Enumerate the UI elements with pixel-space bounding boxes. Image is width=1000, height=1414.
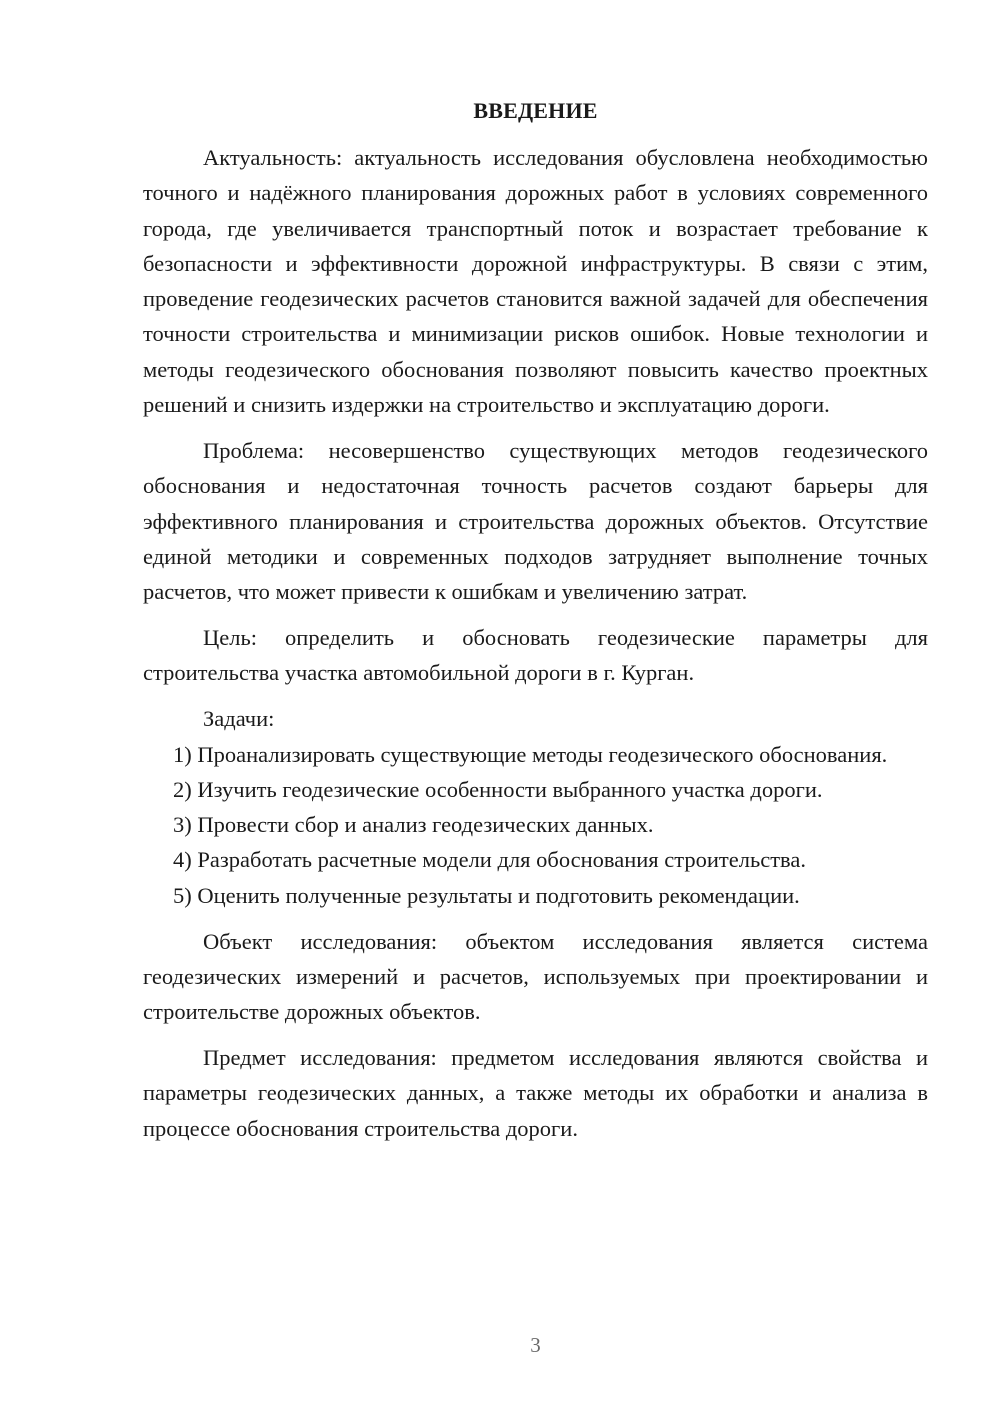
document-page bbox=[143, 0, 928, 1414]
subject-paragraph: Предмет исследования: предметом исследования являются свойства и параметры геодезических данных, а также методы их обработки и анализа в процессе обоснования строительства дороги. bbox=[143, 1045, 928, 1141]
object-paragraph: Объект исследования: объектом исследования является система геодезических измерений и расчетов, используемых при проектировании и строительстве дорожных объектов. bbox=[143, 928, 928, 1025]
tasks-label: Задачи: bbox=[203, 706, 275, 732]
document-body bbox=[143, 140, 928, 1146]
problem-paragraph: Проблема: несовершенство существующих методов геодезического обоснования и недостаточная точность расчетов создают барьеры для эффективного планирования и строительства дорожных объектов. Отсутствие единой методики и современных подходов затрудняет выполнение точных расчетов, что может привести к ошибкам и увеличению затрат. bbox=[143, 437, 928, 605]
task-item: 5) Оценить полученные результаты и подготовить рекомендации. bbox=[173, 882, 800, 908]
task-item: 2) Изучить геодезические особенности выбранного участка дороги. bbox=[173, 776, 823, 802]
section-heading: ВВЕДЕНИЕ bbox=[473, 98, 598, 123]
relevance-paragraph: Актуальность: актуальность исследования обусловлена необходимостью точного и надёжного планирования дорожных работ в условиях современного города, где увеличивается транспортный поток и возрастает требование к безопасности и эффективности дорожной инфраструктуры. В связи с этим, проведение геодезических расчетов становится важной задачей для обеспечения точности строительства и минимизации рисков ошибок. Новые технологии и методы геодезического обоснования позволяют повысить качество проектных решений и снизить издержки на строительство и эксплуатацию дороги. bbox=[143, 145, 928, 418]
task-item: 4) Разработать расчетные модели для обоснования строительства. bbox=[173, 847, 806, 873]
page-number: 3 bbox=[530, 1333, 541, 1357]
task-item: 1) Проанализировать существующие методы геодезического обоснования. bbox=[173, 741, 888, 767]
goal-paragraph: Цель: определить и обосновать геодезические параметры для строительства участка автомобильной дороги в г. Курган. bbox=[143, 625, 928, 686]
task-item: 3) Провести сбор и анализ геодезических данных. bbox=[173, 812, 654, 838]
